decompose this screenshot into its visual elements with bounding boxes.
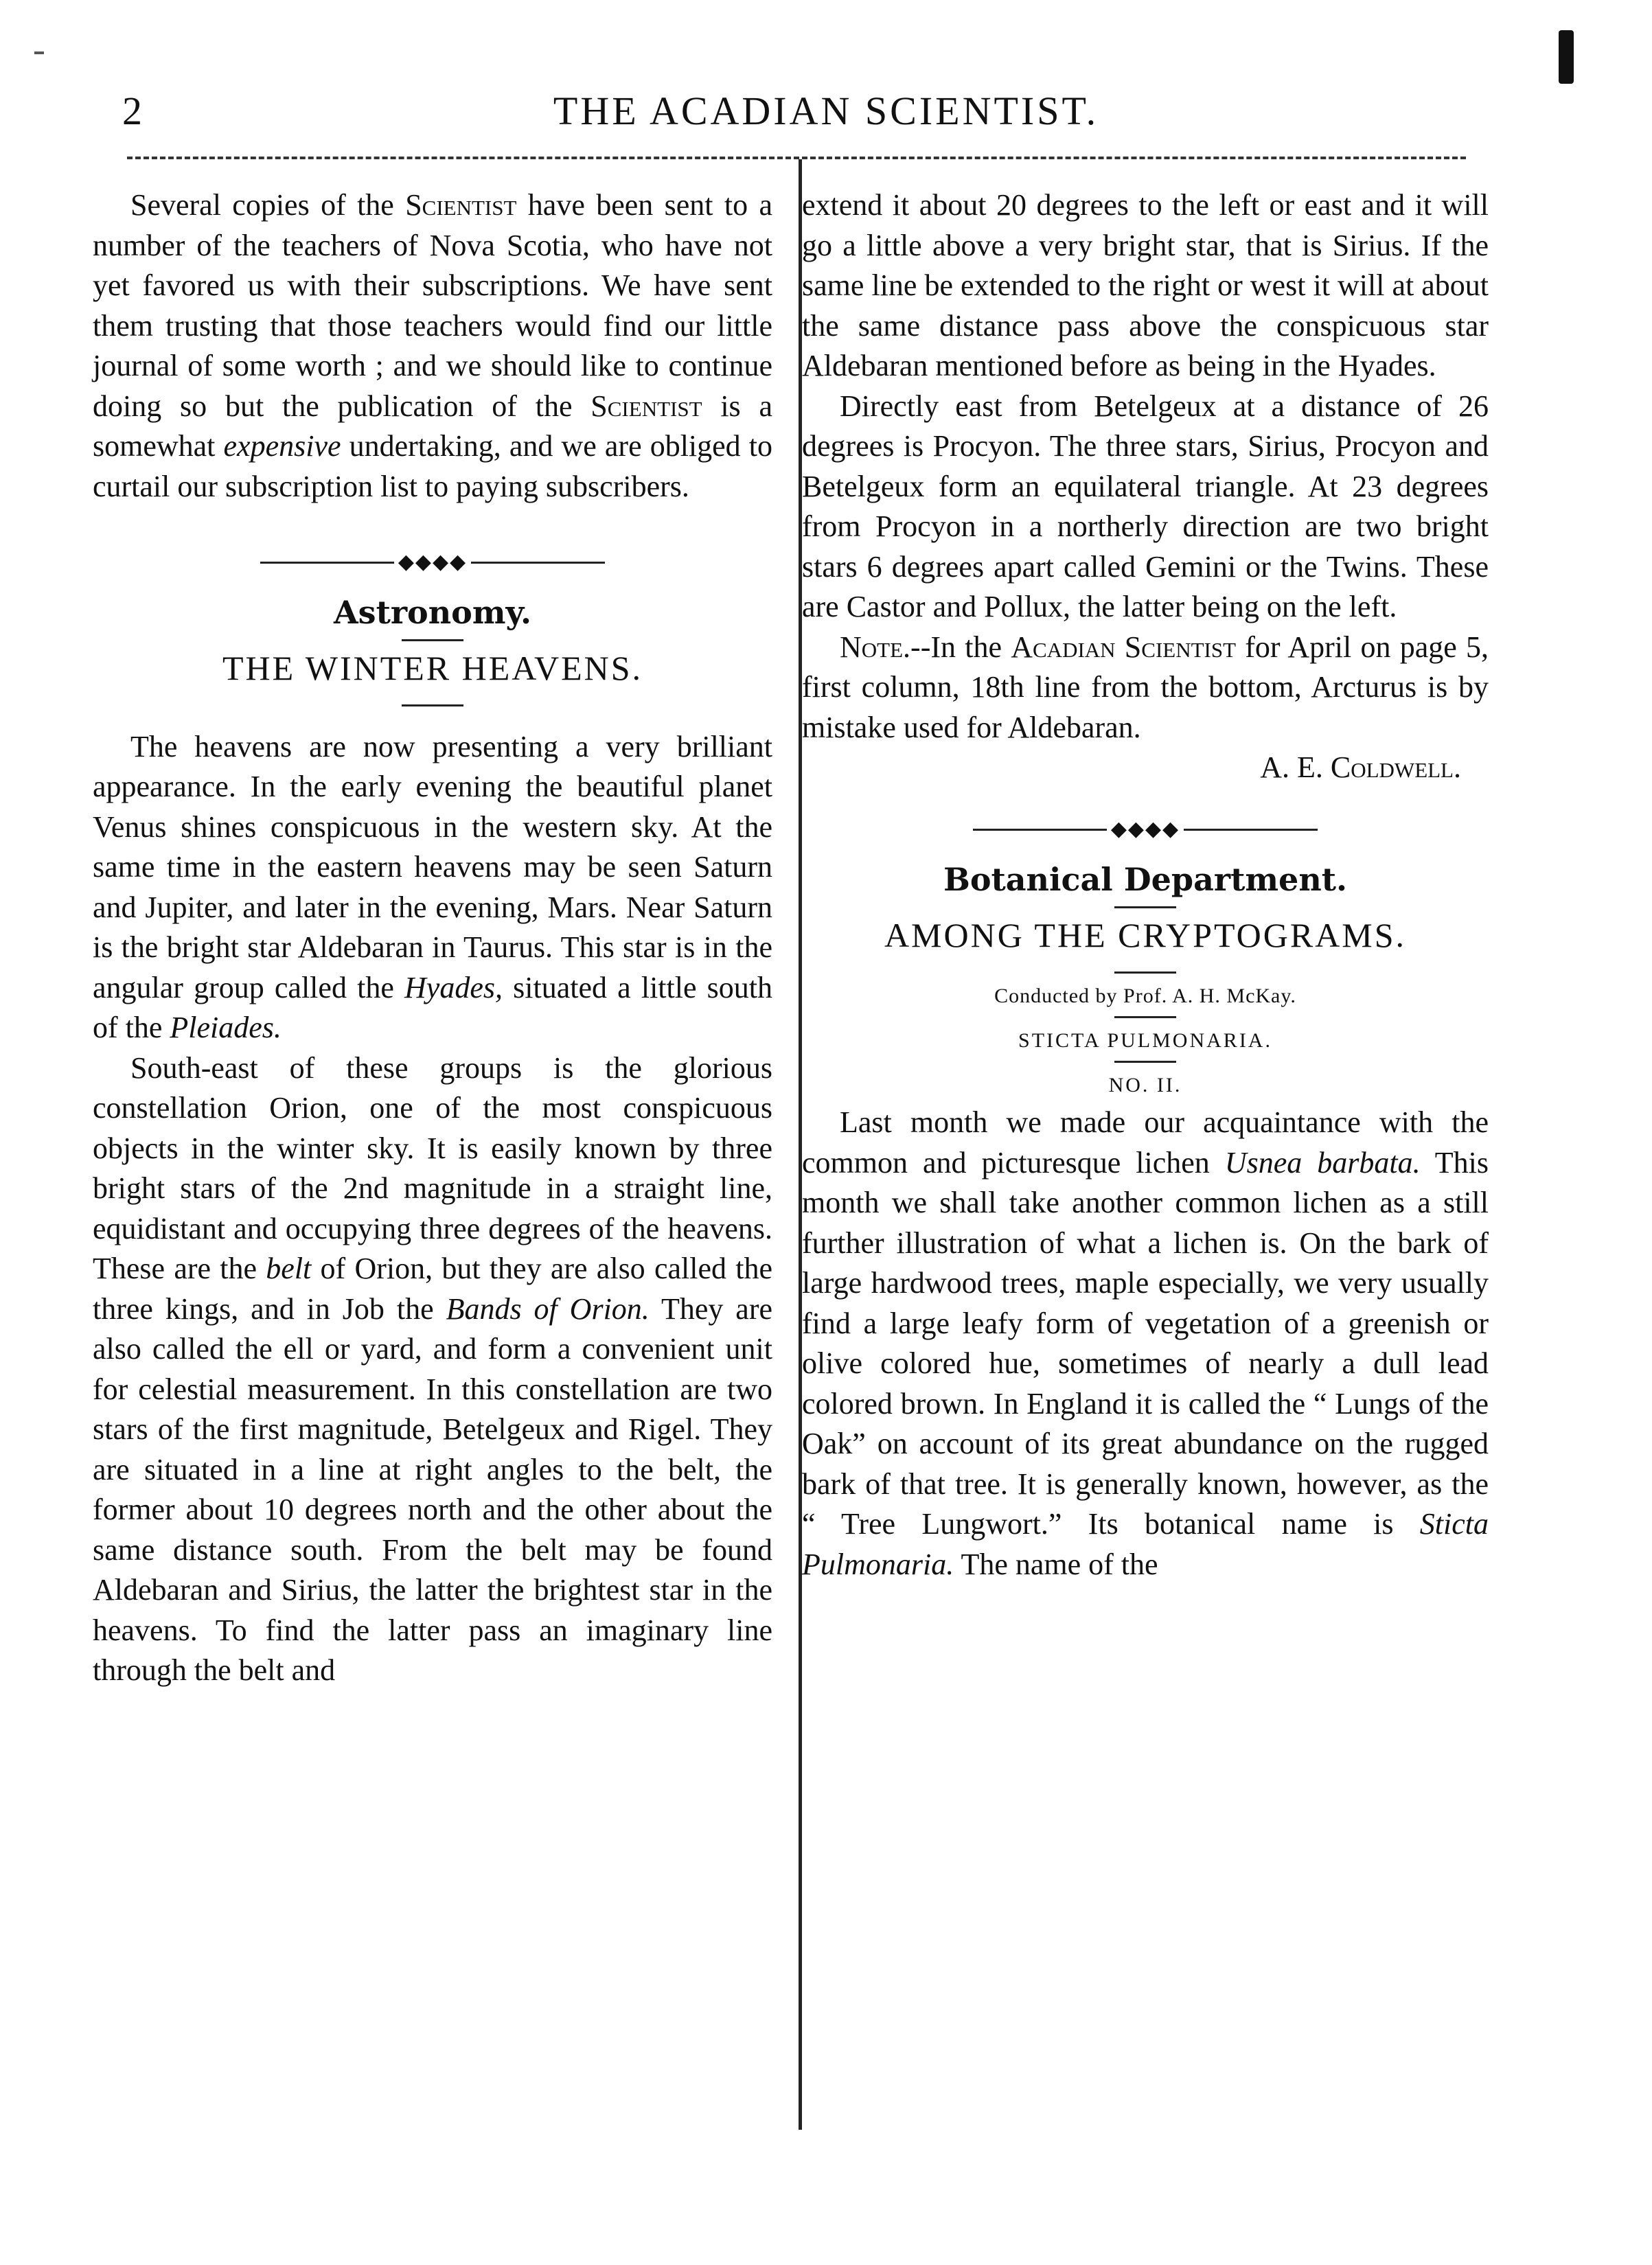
short-rule — [1114, 1016, 1176, 1018]
ornament-line — [973, 829, 1107, 831]
text-run: situated a little south of the — [93, 970, 772, 1044]
emphasis: Pleiades. — [170, 1011, 282, 1044]
text-run: Last month we made our acquaintance with the common and picturesque lichen — [802, 1105, 1489, 1180]
emphasis: belt — [266, 1252, 312, 1285]
article-title: AMONG THE CRYPTOGRAMS. — [884, 916, 1407, 954]
section-ornament — [93, 541, 772, 582]
article-paragraph — [93, 1048, 772, 1691]
text-run: is a somewhat — [93, 389, 772, 463]
emphasis: Sticta Pulmonaria. — [802, 1507, 1489, 1581]
scan-speck — [34, 51, 44, 54]
conductor-line: Conducted by Prof. A. H. McKay. — [994, 985, 1296, 1007]
text-run: --In the — [910, 630, 1011, 664]
ornament-glyphs: ◆◆◆◆ — [398, 550, 468, 573]
emphasis: Usnea barbata. — [1224, 1145, 1421, 1180]
binding-mark — [1559, 30, 1574, 84]
journal-name: Scientist — [590, 389, 702, 423]
note-label: Note. — [840, 630, 911, 664]
editor-note — [802, 628, 1489, 748]
emphasis: expensive — [223, 429, 341, 463]
department-heading: Astronomy. — [333, 593, 532, 631]
journal-name: Scientist — [405, 188, 517, 222]
department-heading: Botanical Department. — [943, 861, 1348, 898]
article-paragraph — [802, 1103, 1489, 1585]
text-run: This month we shall take another common lichen as a still further illustration of what a lichen is. On the bark of large hardwood trees, maple especially, we very usually find a large leafy form of vegetation of a greenish or olive colored hue, sometimes of nearly a dull lead colored brown. In England it is called the “ Lungs of the Oak” on account of its great abundance on the rugged bark of that tree. It is generally known, however, as the “ Tree Lungwort.” Its botanical name is — [802, 1145, 1489, 1541]
left-column — [93, 185, 772, 1691]
ornament-line — [1184, 829, 1318, 831]
ornament-line — [471, 562, 605, 564]
header-rule — [127, 157, 1466, 159]
article-paragraph — [93, 727, 772, 1048]
short-rule — [402, 704, 463, 706]
article-title: THE WINTER HEAVENS. — [222, 648, 643, 687]
article-paragraph: Directly east from Betelgeux at a distance of 26 degrees is Procyon. The three stars, Sirius, Procyon and Betelgeux form an equilateral triangle. At 23 degrees from Procyon in a northerly direction are two bright stars 6 degrees apart called Gemini or the Twins. These are Castor and Pollux, the latter being on the left. — [802, 389, 1489, 623]
text-run: undertaking, and we are obliged to curtail our subscription list to paying subscribers. — [93, 429, 772, 503]
text-run: They are also called the ell or yard, and form a convenient unit for celestial measurement. In this constellation are two stars of the first magnitude, Betelgeux and Rigel. They are situated in a line at right angles to the belt, the former about 10 degrees north and the other about the same distance south. From the belt may be found Aldebaran and Sirius, the latter the brightest star in the heavens. To find the latter pass an imaginary line through the belt and — [93, 1291, 772, 1687]
article-paragraph: extend it about 20 degrees to the left or east and it will go a little above a very bright star, that is Sirius. If the same line be extended to the right or west it will at about the same distance pass above the conspicuous star Aldebaran mentioned before as being in the Hyades. — [802, 188, 1489, 382]
emphasis: Hyades, — [404, 970, 503, 1004]
short-rule — [402, 639, 463, 641]
right-column — [802, 185, 1489, 1585]
article-subheading: STICTA PULMONARIA. — [1018, 1029, 1272, 1052]
section-ornament — [802, 809, 1489, 849]
text-run: South-east of these groups is the glorious constellation Orion, one of the most conspicuous objects in the winter sky. It is easily known by three bright stars of the 2nd magnitude in a straight line, equidistant and occupying three degrees of the heavens. These are the — [93, 1050, 772, 1285]
text-run: The name of the — [954, 1547, 1158, 1581]
journal-name: Acadian Scientist — [1011, 630, 1237, 664]
emphasis: Bands of Orion. — [446, 1291, 650, 1326]
ornament-line — [260, 562, 394, 564]
text-run: The heavens are now presenting a very brilliant appearance. In the early evening the beautiful planet Venus shines conspicuous in the western sky. At the same time in the eastern heavens may be seen Saturn and Jupiter, and later in the evening, Mars. Near Saturn is the bright star Aldebaran in Taurus. This star is in the angular group called the — [93, 729, 772, 1004]
article-number: NO. II. — [1108, 1074, 1182, 1096]
short-rule — [1114, 906, 1176, 908]
subscription-notice — [93, 185, 772, 507]
short-rule — [1114, 1061, 1176, 1063]
journal-title: THE ACADIAN SCIENTIST. — [553, 89, 1099, 133]
text-run: for April on page 5, first column, 18th line from the bottom, Arcturus is by mistake used for Aldebaran. — [802, 630, 1489, 744]
author-signature: A. E. Coldwell. — [1260, 750, 1461, 784]
text-run: have been sent to a number of the teachers of Nova Scotia, who have not yet favored us with their subscriptions. We have sent them trusting that those teachers would find our little journal of some worth ; and we should like to continue doing so but the publication of the — [93, 188, 772, 423]
short-rule — [1114, 971, 1176, 974]
text-run: Several copies of the — [130, 188, 406, 222]
page-number: 2 — [122, 89, 142, 133]
ornament-glyphs: ◆◆◆◆ — [1110, 818, 1180, 841]
text-run: of Orion, but they are also called the three kings, and in Job the — [93, 1252, 772, 1326]
